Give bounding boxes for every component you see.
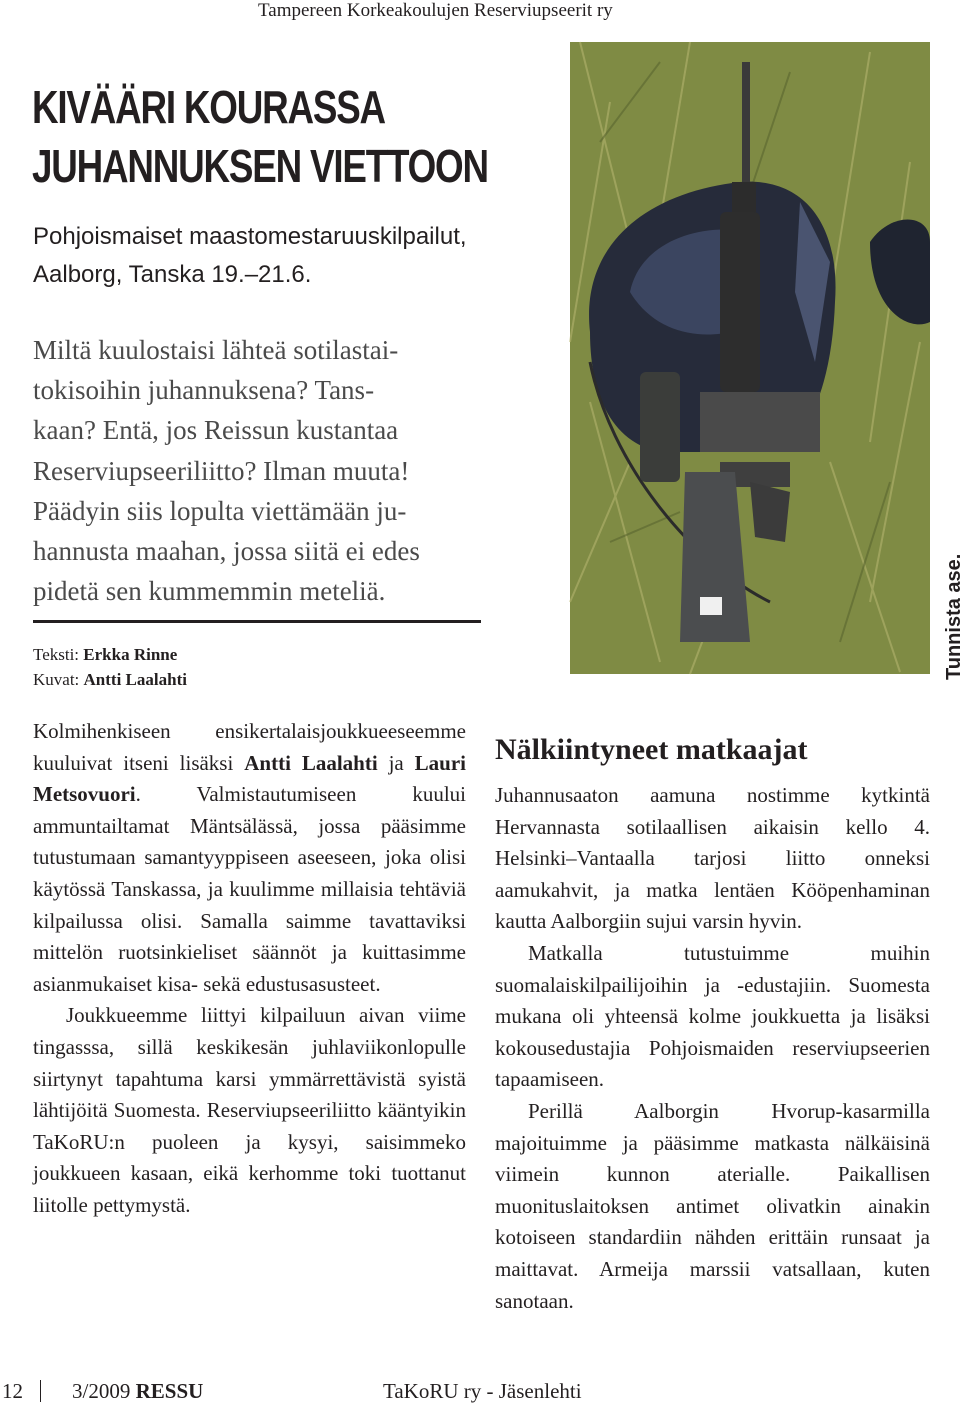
lead-line: pidetä sen kummemmin meteliä.: [33, 576, 386, 607]
paragraph-text: Kolmihenkiseen ensikertalaisjoukkueeseemme kuuluivat itseni lisäksi: [33, 719, 466, 775]
text-credit-label: Teksti:: [33, 645, 80, 664]
text-credit-author: Erkka Rinne: [83, 645, 178, 664]
article-lead: [33, 330, 523, 611]
section-subheading: Nälkiintyneet matkaajat: [495, 733, 808, 766]
paragraph-text: ja: [377, 750, 415, 775]
article-subtitle: [33, 218, 467, 294]
footer-separator: [40, 1380, 41, 1402]
photo-credit-label: Kuvat:: [33, 670, 80, 689]
subtitle-line: Pohjoismaiset maastomestaruuskilpailut,: [33, 223, 467, 250]
headline-line: KIVÄÄRI KOURASSA: [32, 81, 385, 133]
rifle-photo-illustration: [570, 42, 930, 674]
left-column: [33, 716, 466, 1222]
paragraph: Joukkueemme liittyi kilpailuun aivan viime tingasssa, sillä keskikesän juhlaviikonlopulle siirtynyt tapahtuma karsi ymmärrettävistä syistä lähtijöitä Suomesta. Reserviupseeriliitto kääntyikin TaKoRU:n puoleen ja kysyi, saisimmeko joukkueen kasaan, eikä kerhomme toki tuottanut liitolle pettymystä.: [33, 1003, 466, 1217]
photo-caption-wrapper: [944, 530, 964, 680]
publication-name: TaKoRU ry - Jäsenlehti: [383, 1379, 582, 1403]
organization-header: Tampereen Korkeakoulujen Reserviupseerit ry: [258, 0, 613, 21]
right-column: [495, 780, 930, 1317]
subtitle-line: Aalborg, Tanska 19.–21.6.: [33, 261, 312, 288]
rifle-photo: [570, 42, 930, 674]
lead-line: tokisoihin juhannuksena? Tans-: [33, 375, 375, 406]
lead-line: kaan? Entä, jos Reissun kustantaa: [33, 415, 399, 446]
issue-info: [72, 1378, 203, 1404]
paragraph: Matkalla tutustuimme muihin suomalaiskilpailijoihin ja -edustajiin. Suomesta mukana oli yhteensä kolme joukkuetta ja lisäksi kokousedustajia Pohjoismaiden reserviupseerien tapaamiseen.: [495, 940, 930, 1092]
paragraph: Perillä Aalborgin Hvorup-kasarmilla majoituimme ja pääsimme matkasta nälkäisinä viimein kunnon aterialle. Paikallisen muonituslaitoksen antimet olivatkin ainakin kotoiseen standardiin nähden erittäin runsaat ja maittavat. Armeija marssii vatsallaan, kuten sanotaan.: [495, 1098, 930, 1313]
page-number: 12: [2, 1379, 23, 1403]
headline-line: JUHANNUKSEN VIETTOON: [32, 140, 488, 192]
paragraph-text: . Valmistautumiseen kuului ammuntailtamat Mäntsälässä, jossa pääsimme tutustumaan samantyyppiseen aseeseen, joka olisi käytössä Tanskassa, ja kuulimme millaisia tehtäviä kilpailussa olisi. Samalla saimme tavattaviksi mittelön ruotsinkieliset säännöt ja kuittasimme asianmukaiset kisa- sekä edustusasusteet.: [33, 782, 466, 996]
paragraph: Juhannusaaton aamuna nostimme kytkintä Hervannasta sotilaallisen aikaisin kello 4. Helsinki–Vantaalla tarjosi liitto onneksi aamukahvit, ja matka lentäen Kööpenhaminan kautta Aalborgiin sujui varsin hyvin.: [495, 783, 930, 934]
text-credit: [33, 642, 187, 667]
paragraph: [33, 716, 466, 1000]
magazine-name: RESSU: [135, 1379, 204, 1403]
divider-rule: [33, 620, 481, 623]
photo-credit-author: Antti Laalahti: [83, 670, 187, 689]
person-name: Lauri Metsovuori: [33, 750, 466, 807]
lead-line: Miltä kuulostaisi lähteä sotilastai-: [33, 335, 399, 365]
photo-credit: [33, 667, 187, 692]
article-headline: [32, 78, 576, 196]
photo-caption: Tunnista ase.: [943, 553, 965, 680]
issue-number: 3/2009: [72, 1379, 131, 1403]
lead-line: Reserviupseeriliitto? Ilman muuta!: [33, 455, 410, 486]
lead-line: hannusta maahan, jossa siitä ei edes: [33, 536, 420, 567]
article-credits: [33, 642, 187, 692]
lead-line: Päädyin siis lopulta viettämään ju-: [33, 495, 407, 526]
person-name: Antti Laalahti: [244, 750, 378, 775]
